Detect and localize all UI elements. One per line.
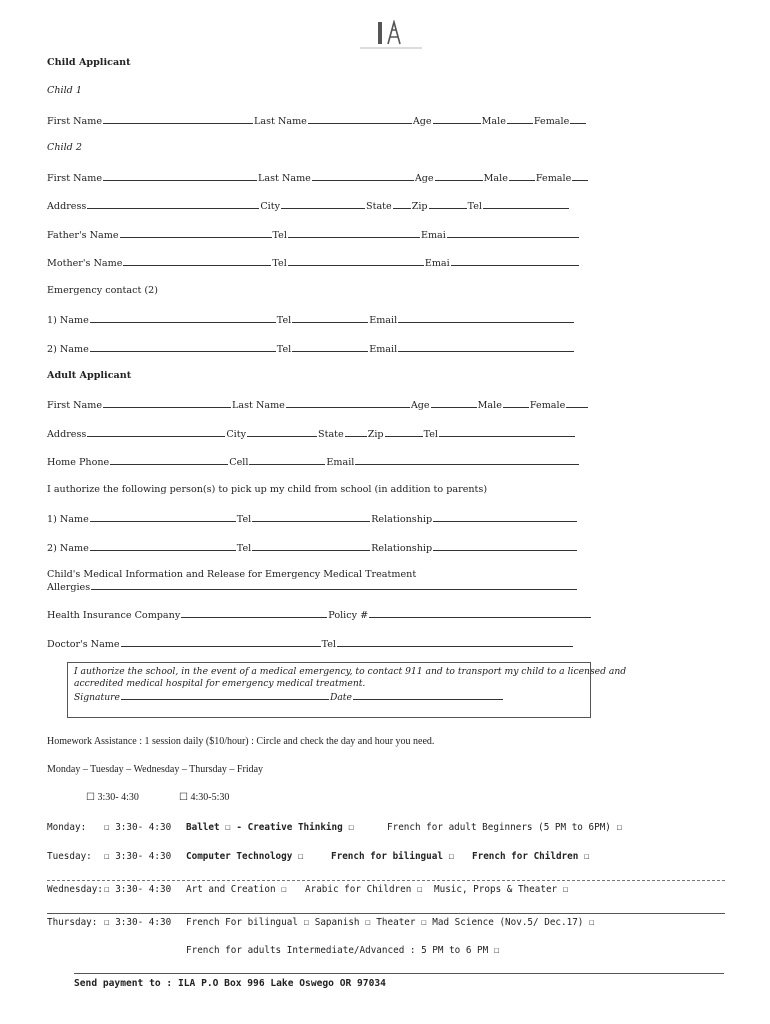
adult-state-field[interactable] [345, 427, 367, 437]
signature-row: Signature Date [74, 690, 504, 704]
child1-female-field[interactable] [570, 114, 586, 124]
mother-row: Mother's Name Tel Emai [47, 256, 580, 270]
divider-2 [47, 913, 725, 914]
child1-first-name-field[interactable] [103, 114, 253, 124]
tuesday-french-bilingual[interactable]: French for bilingual ☐ [331, 851, 455, 862]
emergency1-name-field[interactable] [90, 313, 276, 323]
father-row: Father's Name Tel Emai [47, 228, 580, 242]
father-email-field[interactable] [447, 228, 579, 238]
emergency2-tel-field[interactable] [292, 342, 368, 352]
emergency-label: Emergency contact (2) [47, 285, 158, 296]
academy-logo [358, 20, 424, 56]
emergency1-email-field[interactable] [398, 313, 574, 323]
doctor-name-field[interactable] [121, 637, 321, 647]
child2-label: Child 2 [47, 142, 82, 153]
child1-age-field[interactable] [433, 114, 481, 124]
adult-zip-field[interactable] [385, 427, 423, 437]
allergies-row: Allergies [47, 580, 578, 594]
pickup-intro: I authorize the following person(s) to pick up my child from school (in addition to parents) [47, 484, 488, 495]
homework-line: Homework Assistance : 1 session daily ($10/hour) : Circle and check the day and hour you need. [47, 736, 435, 747]
wednesday-music[interactable]: Music, Props & Theater ☐ [434, 884, 569, 895]
doctor-tel-field[interactable] [337, 637, 573, 647]
emergency2-email-field[interactable] [398, 342, 574, 352]
child2-male-field[interactable] [509, 171, 535, 181]
monday-adult-beginners[interactable]: French for adult Beginners (5 PM to 6PM) ☐ [387, 822, 623, 833]
child1-last-name-field[interactable] [308, 114, 412, 124]
child2-last-name-field[interactable] [312, 171, 414, 181]
payment-line: Send payment to : ILA P.O Box 996 Lake Oswego OR 97034 [74, 978, 386, 989]
homework-days: Monday – Tuesday – Wednesday – Thursday – Friday [47, 764, 264, 775]
adult-email-field[interactable] [355, 455, 579, 465]
medical-title: Child's Medical Information and Release for Emergency Medical Treatment [47, 569, 417, 580]
pickup2-tel-field[interactable] [252, 541, 370, 551]
adult-last-name-field[interactable] [286, 398, 410, 408]
zip-field[interactable] [429, 199, 467, 209]
wednesday-arabic[interactable]: Arabic for Children ☐ [305, 884, 423, 895]
child1-label: Child 1 [47, 85, 82, 96]
adult-applicant-heading: Adult Applicant [47, 370, 132, 381]
date-field[interactable] [353, 690, 503, 700]
child1-male-field[interactable] [507, 114, 533, 124]
monday-label: Monday: [47, 822, 87, 833]
adult-phone-row: Home Phone Cell Email [47, 455, 580, 469]
adult-female-field[interactable] [566, 398, 588, 408]
policy-field[interactable] [369, 608, 591, 618]
thursday-time[interactable]: ☐ 3:30- 4:30 [104, 917, 172, 928]
father-name-field[interactable] [120, 228, 272, 238]
monday-time[interactable]: ☐ 3:30- 4:30 [104, 822, 172, 833]
emergency2-name-field[interactable] [90, 342, 276, 352]
pickup-row-1: 1) Name Tel Relationship [47, 512, 578, 526]
emergency1-tel-field[interactable] [292, 313, 368, 323]
doctor-row: Doctor's Name Tel [47, 637, 574, 651]
child2-first-name-field[interactable] [103, 171, 257, 181]
adult-city-field[interactable] [247, 427, 317, 437]
adult-tel-field[interactable] [439, 427, 575, 437]
pickup-row-2: 2) Name Tel Relationship [47, 541, 578, 555]
adults-intermediate[interactable]: French for adults Intermediate/Advanced : 5 PM to 6 PM ☐ [186, 945, 500, 956]
child-applicant-heading: Child Applicant [47, 57, 131, 68]
pickup2-relationship-field[interactable] [433, 541, 577, 551]
adult-age-field[interactable] [431, 398, 477, 408]
adult-address-field[interactable] [87, 427, 225, 437]
divider-1 [47, 880, 725, 881]
wednesday-art[interactable]: Art and Creation ☐ [186, 884, 287, 895]
insurance-row: Health Insurance Company Policy # [47, 608, 592, 622]
emergency-row-2: 2) Name Tel Email [47, 342, 575, 356]
tel-field[interactable] [483, 199, 569, 209]
tuesday-computer[interactable]: Computer Technology ☐ [186, 851, 304, 862]
insurance-field[interactable] [181, 608, 327, 618]
release-line-2: accredited medical hospital for emergency medical treatment. [74, 678, 366, 689]
release-line-1: I authorize the school, in the event of a medical emergency, to contact 911 and to transport my child to a licensed and [74, 666, 627, 677]
tuesday-time[interactable]: ☐ 3:30- 4:30 [104, 851, 172, 862]
mother-email-field[interactable] [451, 256, 579, 266]
signature-field[interactable] [121, 690, 329, 700]
address-row: Address City State Zip Tel [47, 199, 570, 213]
tuesday-label: Tuesday: [47, 851, 92, 862]
homework-slot-1[interactable]: ☐ 3:30- 4:30 [86, 792, 139, 803]
adult-first-name-field[interactable] [103, 398, 231, 408]
homework-slot-2[interactable]: ☐ 4:30-5:30 [179, 792, 230, 803]
child1-row: First Name Last Name Age Male Female [47, 114, 587, 128]
child2-row: First Name Last Name Age Male Female [47, 171, 589, 185]
pickup1-name-field[interactable] [90, 512, 236, 522]
adult-address-row: Address City State Zip Tel [47, 427, 576, 441]
tuesday-french-children[interactable]: French for Children ☐ [472, 851, 590, 862]
adult-name-row: First Name Last Name Age Male Female [47, 398, 589, 412]
wednesday-label: Wednesday: [47, 884, 103, 895]
state-field[interactable] [393, 199, 411, 209]
thursday-label: Thursday: [47, 917, 98, 928]
thursday-classes[interactable]: French For bilingual ☐ Sapanish ☐ Theater ☐ Mad Science (Nov.5/ Dec.17) ☐ [186, 917, 595, 928]
address-field[interactable] [87, 199, 259, 209]
mother-name-field[interactable] [123, 256, 271, 266]
cell-field[interactable] [249, 455, 325, 465]
home-phone-field[interactable] [110, 455, 228, 465]
pickup1-relationship-field[interactable] [433, 512, 577, 522]
city-field[interactable] [281, 199, 365, 209]
allergies-field[interactable] [91, 580, 577, 590]
monday-classes[interactable]: Ballet ☐ - Creative Thinking ☐ [186, 822, 354, 833]
pickup2-name-field[interactable] [90, 541, 236, 551]
divider-3 [74, 973, 724, 974]
father-tel-field[interactable] [288, 228, 420, 238]
emergency-row-1: 1) Name Tel Email [47, 313, 575, 327]
child2-age-field[interactable] [435, 171, 483, 181]
wednesday-time[interactable]: ☐ 3:30- 4:30 [104, 884, 172, 895]
child2-female-field[interactable] [572, 171, 588, 181]
mother-tel-field[interactable] [288, 256, 424, 266]
pickup1-tel-field[interactable] [252, 512, 370, 522]
adult-male-field[interactable] [503, 398, 529, 408]
